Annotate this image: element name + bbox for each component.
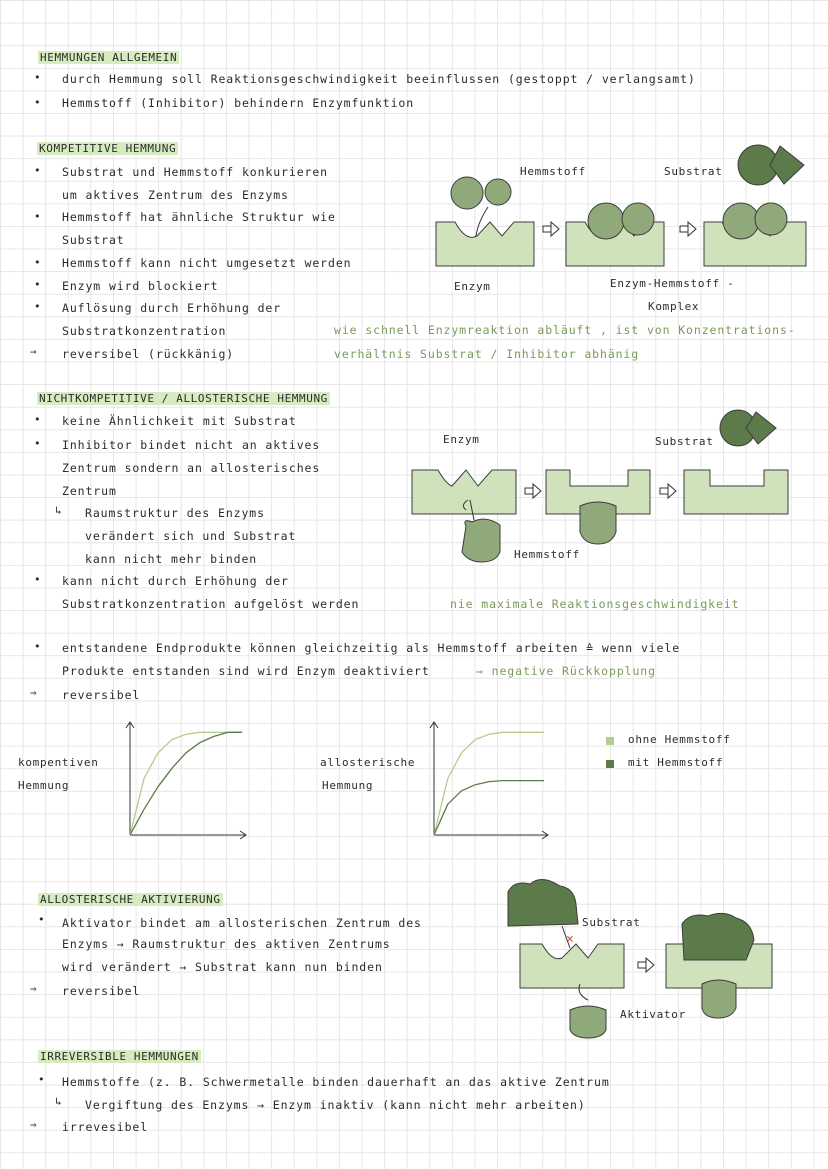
legend-label-without: ohne Hemmstoff <box>628 733 731 746</box>
irreversible-line: irrevesibel <box>62 1120 149 1134</box>
noncompetitive-enzyme-1 <box>412 470 516 562</box>
series-line-without-inhibitor <box>434 732 544 835</box>
arrow-icon <box>660 484 676 498</box>
activation-line: reversibel <box>62 984 141 998</box>
implies-arrow: ⇒ <box>30 686 37 699</box>
competitive-note: verhältnis Substrat / Inhibitor abhänig <box>334 347 640 361</box>
label-substrate: Substrat <box>655 435 714 448</box>
competitive-note: wie schnell Enzymreaktion abläuft , ist von Konzentrations- <box>334 323 796 337</box>
competitive-enzyme-inhibitor-complex <box>566 203 664 266</box>
graph-left-label: kompentiven <box>18 756 99 769</box>
section-heading-competitive: KOMPETITIVE HEMMUNG <box>39 142 177 155</box>
competitive-line: Substrat und Hemmstoff konkurieren <box>62 165 329 179</box>
competitive-line: Enzym wird blockiert <box>62 279 219 293</box>
general-bullet-1: durch Hemmung soll Reaktionsgeschwindigkeit beeinflussen (gestoppt / verlangsamt) <box>62 72 696 86</box>
bullet: • <box>34 640 41 653</box>
label-complex: Enzym-Hemmstoff - <box>610 277 735 290</box>
label-substrate: Substrat <box>582 916 641 929</box>
activation-line: Aktivator bindet am allosterischen Zentrum des <box>62 916 422 930</box>
bullet: • <box>38 913 45 926</box>
feedback-line: reversibel <box>62 688 141 702</box>
label-inhibitor: Hemmstoff <box>520 165 586 178</box>
bullet: • <box>34 413 41 426</box>
noncompetitive-line: kann nicht durch Erhöhung der <box>62 574 289 588</box>
arrow-icon <box>525 484 541 498</box>
noncompetitive-line: kann nicht mehr binden <box>85 552 258 566</box>
competitive-line: Substratkonzentration <box>62 324 227 338</box>
competitive-line: Hemmstoff kann nicht umgesetzt werden <box>62 256 352 270</box>
substrate-shape <box>738 145 804 185</box>
section-heading-general: HEMMUNGEN ALLGEMEIN <box>40 51 178 64</box>
activation-line: Enzyms → Raumstruktur des aktiven Zentrums <box>62 937 391 951</box>
noncompetitive-line: Inhibitor bindet nicht an aktives <box>62 438 321 452</box>
general-bullet-2: Hemmstoff (Inhibitor) behindern Enzymfunktion <box>62 96 415 110</box>
arrow-icon <box>543 222 559 236</box>
series-line-with-inhibitor <box>434 781 544 835</box>
competitive-line: Auflösung durch Erhöhung der <box>62 301 282 315</box>
bullet: • <box>34 256 41 269</box>
implies-arrow: ⇒ <box>30 1118 37 1131</box>
series-line-without-inhibitor <box>130 732 242 835</box>
substrate-shape <box>720 410 776 446</box>
noncompetitive-enzyme-2 <box>546 470 650 544</box>
competitive-line: Substrat <box>62 233 125 247</box>
bullet: • <box>34 164 41 177</box>
bullet: • <box>34 71 41 84</box>
bullet: • <box>34 437 41 450</box>
activation-enzyme-2 <box>666 913 772 1018</box>
noncompetitive-line: verändert sich und Substrat <box>85 529 297 543</box>
competitive-enzyme-free <box>436 177 534 266</box>
competitive-enzyme-blocked <box>704 203 806 266</box>
bullet: • <box>34 96 41 109</box>
irreversible-line: Hemmstoffe (z. B. Schwermetalle binden dauerhaft an das aktive Zentrum <box>62 1075 610 1089</box>
irreversible-line: Vergiftung des Enzyms → Enzym inaktiv (kann nicht mehr arbeiten) <box>85 1098 586 1112</box>
feedback-line: entstandene Endprodukte können gleichzeitig als Hemmstoff arbeiten ≙ wenn viele <box>62 641 681 655</box>
label-activator: Aktivator <box>620 1008 686 1021</box>
label-complex: Komplex <box>648 300 700 313</box>
bullet: • <box>38 1073 45 1086</box>
graph-right-label: allosterische <box>320 756 416 769</box>
label-substrate: Substrat <box>664 165 723 178</box>
implies-arrow: ⇒ <box>30 982 37 995</box>
competitive-line: reversibel (rückkänig) <box>62 347 235 361</box>
graph-left-label: Hemmung <box>18 779 70 792</box>
section-heading-irreversible: IRREVERSIBLE HEMMUNGEN <box>40 1050 199 1063</box>
activation-line: wird verändert → Substrat kann nun binden <box>62 960 383 974</box>
noncompetitive-enzyme-3 <box>684 470 788 514</box>
hook-arrow: ↳ <box>55 504 62 517</box>
section-heading-activation: ALLOSTERISCHE AKTIVIERUNG <box>40 893 221 906</box>
bullet: • <box>34 300 41 313</box>
blocked-cross: × <box>566 932 575 947</box>
label-enzyme: Enzym <box>443 433 480 446</box>
noncompetitive-note: nie maximale Reaktionsgeschwindigkeit <box>450 597 740 611</box>
activation-substrate-shape <box>508 879 578 926</box>
label-inhibitor: Hemmstoff <box>514 548 580 561</box>
label-enzyme: Enzym <box>454 280 491 293</box>
series-line-with-inhibitor <box>130 732 242 835</box>
bullet: • <box>34 278 41 291</box>
bullet: • <box>34 210 41 223</box>
feedback-line: Produkte entstanden sind wird Enzym deaktiviert <box>62 664 430 678</box>
bullet: • <box>34 573 41 586</box>
feedback-note: ⇒ negative Rückkopplung <box>476 664 656 678</box>
competitive-line: um aktives Zentrum des Enzyms <box>62 188 289 202</box>
noncompetitive-line: Raumstruktur des Enzyms <box>85 506 265 520</box>
noncompetitive-line: keine Ähnlichkeit mit Substrat <box>62 414 297 428</box>
section-heading-noncompetitive: NICHTKOMPETITIVE / ALLOSTERISCHE HEMMUNG <box>39 392 328 405</box>
noncompetitive-line: Substratkonzentration aufgelöst werden <box>62 597 360 611</box>
noncompetitive-line: Zentrum <box>62 484 117 498</box>
arrow-icon <box>680 222 696 236</box>
implies-arrow: ⇒ <box>30 345 37 358</box>
noncompetitive-line: Zentrum sondern an allosterisches <box>62 461 321 475</box>
arrow-icon <box>638 958 654 972</box>
graph-right-label: Hemmung <box>322 779 374 792</box>
competitive-line: Hemmstoff hat ähnliche Struktur wie <box>62 210 336 224</box>
activation-enzyme-1 <box>520 926 624 1038</box>
hook-arrow: ↳ <box>55 1095 62 1108</box>
legend-label-with: mit Hemmstoff <box>628 756 724 769</box>
